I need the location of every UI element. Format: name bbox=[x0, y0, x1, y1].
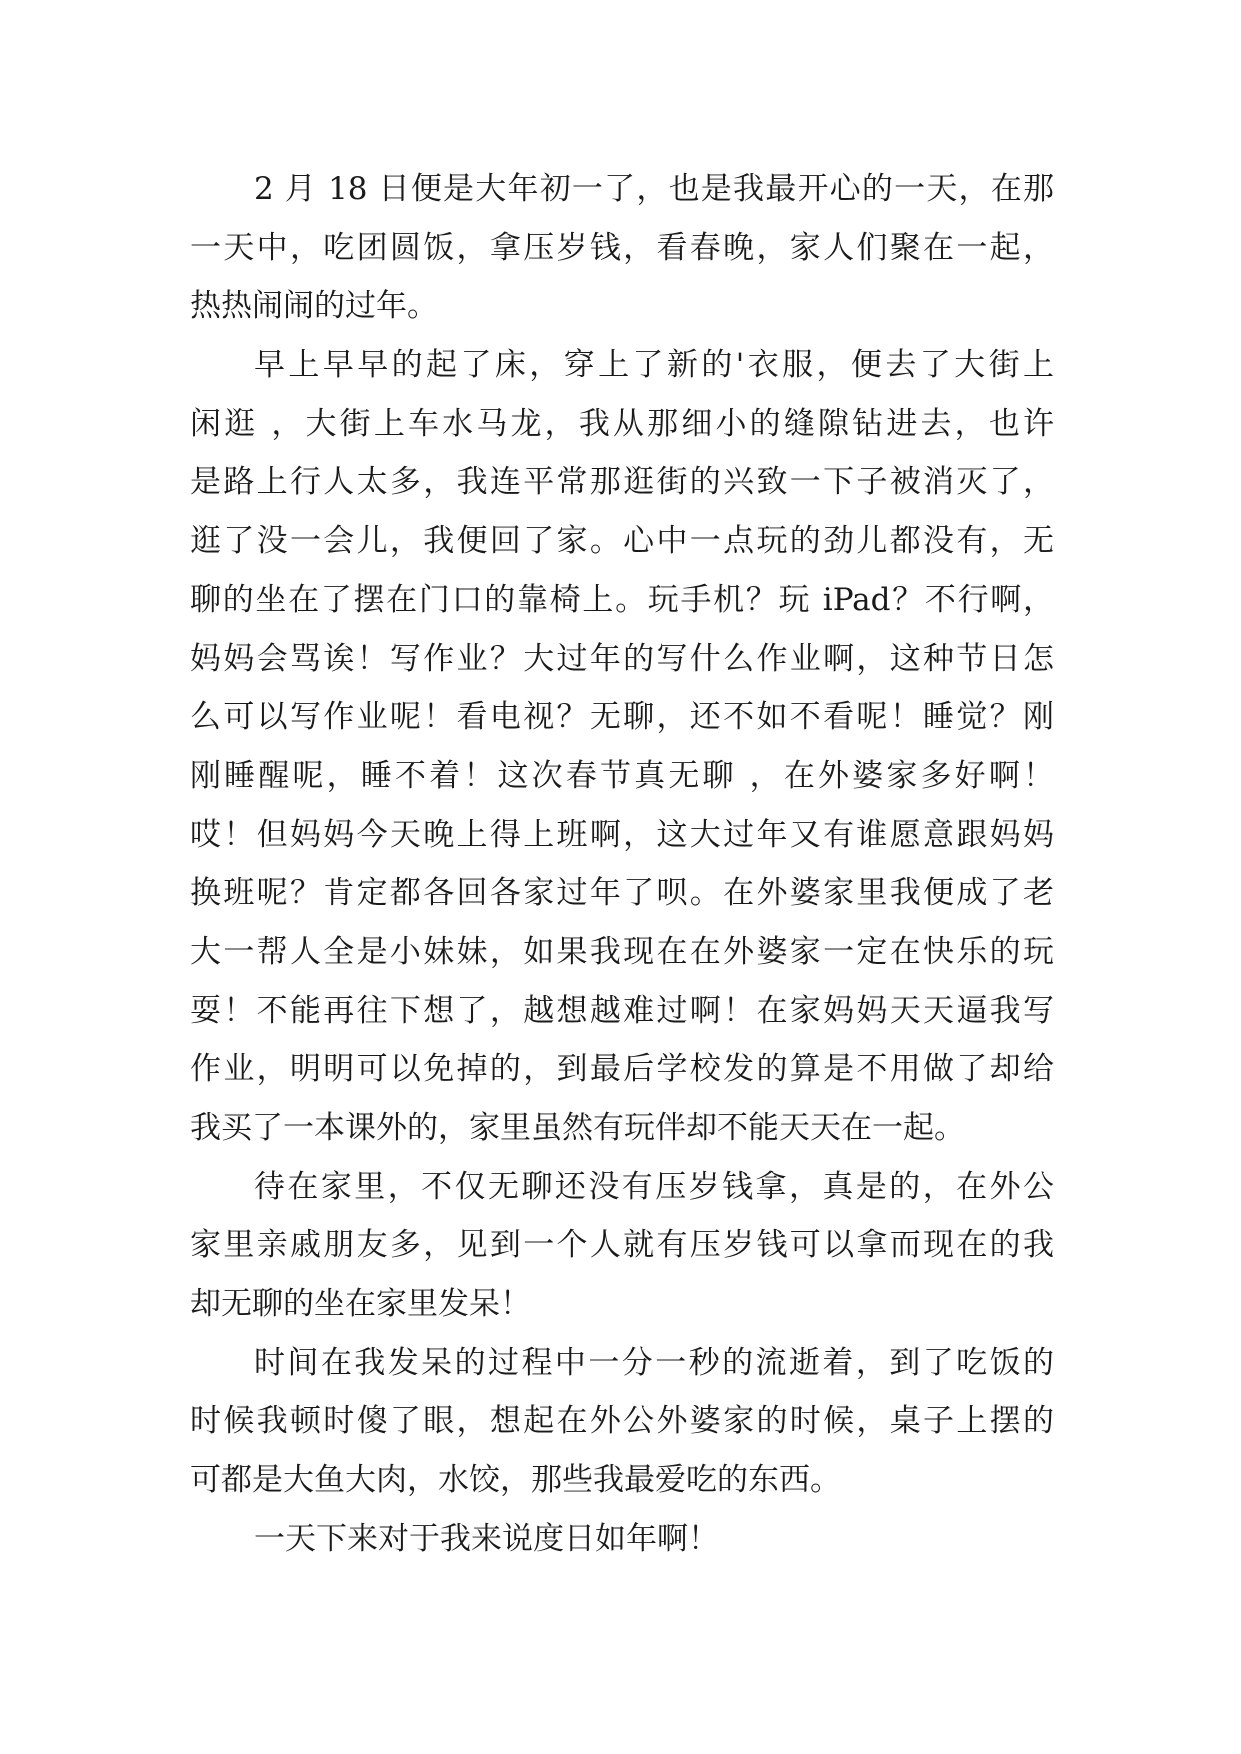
paragraph-4 bbox=[190, 1334, 1054, 1510]
text-line: 换班呢？肯定都各回各家过年了呗。在外婆家里我便成了老 bbox=[190, 875, 1054, 912]
text-line: 刚睡醒呢，睡不着！这次春节真无聊 ，在外婆家多好啊！ bbox=[190, 757, 1054, 794]
document-body bbox=[190, 160, 1054, 1569]
text-line: 耍！不能再往下想了，越想越难过啊！在家妈妈天天逼我写 bbox=[190, 992, 1054, 1029]
text-line: 待在家里，不仅无聊还没有压岁钱拿，真是的，在外公 bbox=[254, 1168, 1054, 1205]
text-line: 可都是大鱼大肉，水饺，那些我最爱吃的东西。 bbox=[190, 1462, 841, 1499]
text-line: 逛了没一会儿，我便回了家。心中一点玩的劲儿都没有，无 bbox=[190, 523, 1054, 560]
text-line: 么可以写作业呢！看电视？无聊，还不如不看呢！睡觉？刚 bbox=[190, 699, 1054, 736]
text-line: 家里亲戚朋友多，见到一个人就有压岁钱可以拿而现在的我 bbox=[190, 1227, 1054, 1264]
text-line: 2 月 18 日便是大年初一了，也是我最开心的一天，在那 bbox=[254, 171, 1054, 207]
text-line: 作业，明明可以免掉的，到最后学校发的算是不用做了却给 bbox=[190, 1051, 1054, 1088]
paragraph-2 bbox=[190, 336, 1054, 1158]
text-line: 时候我顿时傻了眼，想起在外公外婆家的时候，桌子上摆的 bbox=[190, 1403, 1054, 1440]
paragraph-1 bbox=[190, 160, 1054, 336]
text-line: 时间在我发呆的过程中一分一秒的流逝着，到了吃饭的 bbox=[254, 1344, 1054, 1381]
text-line: 我买了一本课外的，家里虽然有玩伴却不能天天在一起。 bbox=[190, 1110, 965, 1146]
paragraph-3 bbox=[190, 1158, 1054, 1334]
text-line: 早上早早的起了床，穿上了新的'衣服，便去了大街上 bbox=[254, 347, 1054, 384]
text-line: 妈妈会骂诶！写作业？大过年的写什么作业啊，这种节日怎 bbox=[190, 640, 1054, 677]
text-line: 热热闹闹的过年。 bbox=[190, 288, 438, 325]
text-line: 闲逛 ，大街上车水马龙，我从那细小的缝隙钻进去，也许 bbox=[190, 405, 1054, 442]
text-line: 聊的坐在了摆在门口的靠椅上。玩手机？玩 iPad？不行啊， bbox=[190, 581, 1054, 618]
text-line: 大一帮人全是小妹妹，如果我现在在外婆家一定在快乐的玩 bbox=[190, 933, 1054, 970]
text-line: 一天下来对于我来说度日如年啊！ bbox=[254, 1520, 719, 1557]
text-line: 一天中，吃团圆饭，拿压岁钱，看春晚，家人们聚在一起， bbox=[190, 229, 1054, 266]
paragraph-5 bbox=[190, 1510, 1054, 1569]
text-line: 却无聊的坐在家里发呆！ bbox=[190, 1286, 531, 1323]
text-line: 是路上行人太多，我连平常那逛街的兴致一下子被消灭了， bbox=[190, 464, 1054, 501]
text-line: 哎！但妈妈今天晚上得上班啊，这大过年又有谁愿意跟妈妈 bbox=[190, 816, 1054, 853]
